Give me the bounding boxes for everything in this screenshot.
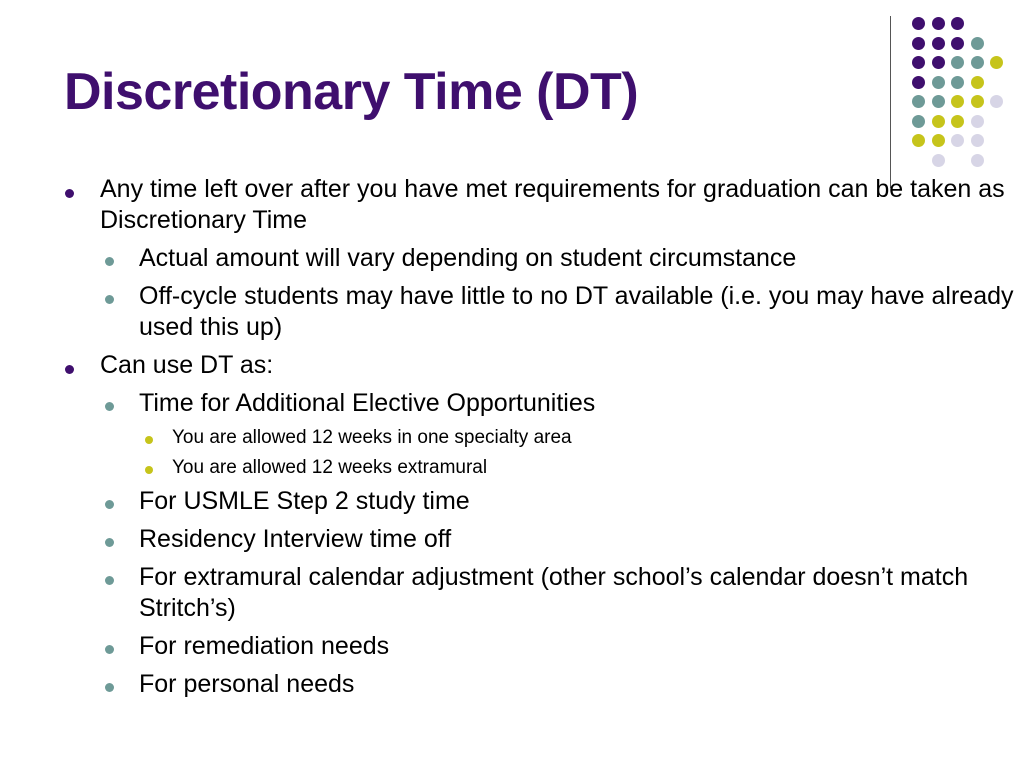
decorative-dot: [932, 115, 945, 128]
decorative-dot: [932, 76, 945, 89]
decorative-dot: [932, 37, 945, 50]
decorative-dot: [951, 134, 964, 147]
sub-bullet-text: For remediation needs: [139, 632, 390, 660]
decorative-dot: [971, 37, 984, 50]
sub-sub-bullet-item: [139, 426, 1024, 449]
sub-bullet-item: [100, 669, 1024, 700]
sub-bullet-text: For USMLE Step 2 study time: [139, 487, 470, 515]
decorative-dot: [951, 17, 964, 30]
decorative-dot: [951, 95, 964, 108]
decorative-dot: [932, 95, 945, 108]
bullet-text: Can use DT as:: [100, 351, 274, 379]
sub-bullet-text: For extramural calendar adjustment (other school’s calendar doesn’t match Stritch’s): [139, 563, 969, 622]
sub-sub-bullet-dot-icon: [145, 436, 153, 444]
decorative-dot: [951, 76, 964, 89]
sub-bullet-dot-icon: [105, 295, 114, 304]
bullet-item: [0, 350, 1024, 700]
sub-bullet-dot-icon: [105, 402, 114, 411]
decorative-dot: [932, 134, 945, 147]
decorative-dot: [971, 76, 984, 89]
decorative-dot: [912, 76, 925, 89]
sub-bullet-item: [100, 281, 1024, 343]
sub-bullet-item: [100, 562, 1024, 624]
sub-bullet-text: Residency Interview time off: [139, 525, 452, 553]
sub-bullet-text: Time for Additional Elective Opportunities: [139, 389, 596, 417]
decorative-dot: [912, 95, 925, 108]
sub-bullet-list: [100, 388, 1024, 700]
decorative-dot: [951, 56, 964, 69]
sub-sub-bullet-item: [139, 456, 1024, 479]
sub-bullet-item: [100, 486, 1024, 517]
sub-bullet-dot-icon: [105, 683, 114, 692]
decorative-dot: [971, 134, 984, 147]
decorative-dot: [912, 17, 925, 30]
decorative-dot: [951, 37, 964, 50]
decorative-dot: [912, 134, 925, 147]
decorative-dot: [912, 37, 925, 50]
divider-line: [890, 16, 891, 188]
slide-title: Discretionary Time (DT): [64, 63, 639, 121]
sub-bullet-dot-icon: [105, 500, 114, 509]
bullet-item: [0, 174, 1024, 343]
decorative-dot: [951, 115, 964, 128]
decorative-dot: [971, 154, 984, 167]
sub-bullet-dot-icon: [105, 538, 114, 547]
decorative-dot: [971, 115, 984, 128]
sub-sub-bullet-list: [139, 426, 1024, 479]
sub-bullet-text: Off-cycle students may have little to no DT available (i.e. you may have already used this up): [139, 282, 1014, 341]
decorative-dot: [912, 56, 925, 69]
sub-bullet-item: [100, 388, 1024, 479]
decorative-dot: [912, 115, 925, 128]
decorative-dot: [932, 17, 945, 30]
sub-bullet-item: [100, 243, 1024, 274]
sub-sub-bullet-text: You are allowed 12 weeks in one specialty area: [172, 427, 572, 448]
bullet-list: [0, 174, 1024, 707]
decorative-dot: [971, 95, 984, 108]
sub-sub-bullet-dot-icon: [145, 466, 153, 474]
sub-bullet-dot-icon: [105, 257, 114, 266]
sub-bullet-dot-icon: [105, 576, 114, 585]
sub-bullet-item: [100, 524, 1024, 555]
decorative-dot: [932, 56, 945, 69]
decorative-dot: [932, 154, 945, 167]
sub-sub-bullet-text: You are allowed 12 weeks extramural: [172, 457, 488, 478]
sub-bullet-text: Actual amount will vary depending on student circumstance: [139, 244, 797, 272]
sub-bullet-list: [100, 243, 1024, 343]
sub-bullet-text: For personal needs: [139, 670, 355, 698]
decorative-dot: [971, 56, 984, 69]
bullet-dot-icon: [65, 365, 74, 374]
decorative-dot: [990, 56, 1003, 69]
sub-bullet-item: [100, 631, 1024, 662]
sub-bullet-dot-icon: [105, 645, 114, 654]
bullet-dot-icon: [65, 189, 74, 198]
decorative-dot: [990, 95, 1003, 108]
bullet-text: Any time left over after you have met requirements for graduation can be taken as Discretionary Time: [100, 175, 1005, 234]
